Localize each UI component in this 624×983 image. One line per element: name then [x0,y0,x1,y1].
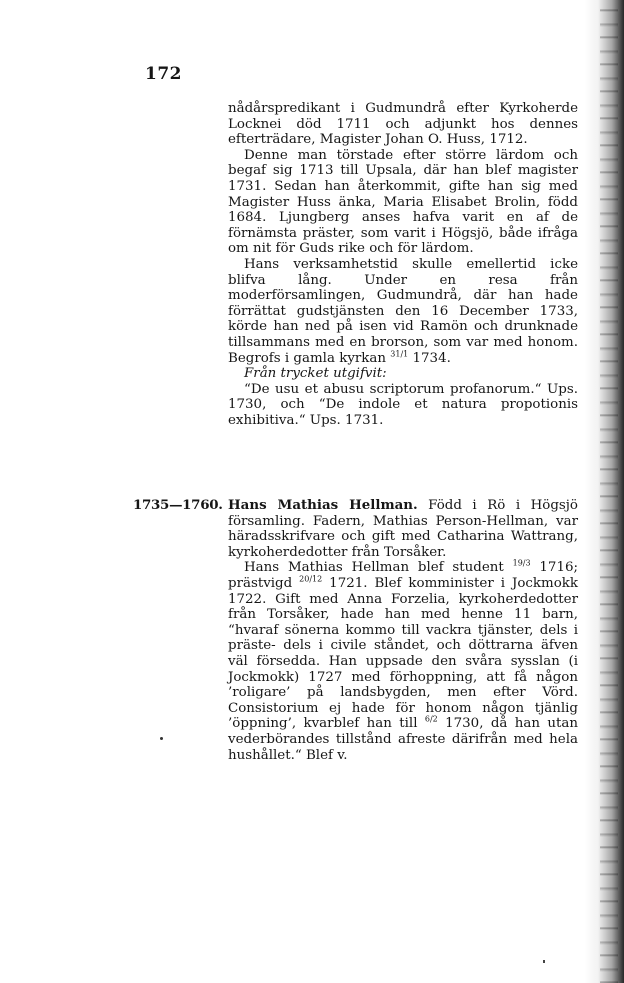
speck-mark [543,960,545,963]
paragraph [228,560,578,763]
paragraph-text: 1716; prästvigd [228,560,578,591]
section-hellman [228,498,578,763]
paragraph-text: 1730, då han utan vederbörandes tillstånd afreste därifrån med hela hushållet.“ Blef v. [228,716,578,763]
paragraph: Denne man törstade efter större lärdom och begaf sig 1713 till Upsala, där han blef magister 1731. Sedan han återkommit, gifte han sig med Magister Huss änka, Maria Elisabet Brolin, född 1684. Ljungberg anses hafva varit en af de förnämsta präster, som varit i Högsjö, både ifråga om nit för Guds rike och för lärdom. [228,147,578,257]
paragraph [228,498,578,560]
page-number: 172 [145,64,182,84]
tenure-years: 1735—1760. [133,497,223,513]
paragraph: nådårspredikant i Gudmundrå efter Kyrkoherde Locknei död 1711 och adjunkt hos dennes efterträdare, Magister Johan O. Huss, 1712. [228,101,578,148]
margin-mark [160,737,163,740]
paragraph-text: Hans Mathias Hellman blef student [244,560,513,576]
date-fraction: 6/2 [424,714,438,724]
page-edge-speckle [600,0,618,983]
date-fraction: 31/1 [390,349,409,359]
works-list: “De usu et abusu scriptorum profanorum.“ Ups. 1730, och “De indole et natura propotionis exhibitiva.“ Ups. 1731. [228,381,578,428]
paragraph-text: 1734. [408,350,451,366]
works-heading: Från trycket utgifvit: [244,366,387,382]
person-name: Hans Mathias Hellman. [228,497,418,513]
date-fraction: 20/12 [299,574,323,584]
paragraph [228,257,578,366]
paragraph-text: Hans verksamhetstid skulle emellertid icke blifva lång. Under en resa från moderförsamlingen, Gudmundrå, där han hade förrättat gudstjänsten den 16 December 1733, körde han ned på isen vid Ramön och drunknade tillsammans med en brorson, som var med honom. Begrofs i gamla kyrkan [228,256,578,366]
section-ljungberg [228,101,578,428]
paragraph-text: 1721. Blef komminister i Jockmokk 1722. Gift med Anna Forzelia, kyrkoherdedotter från Torsåker, hade han med henne 11 barn, “hvaraf sönerna kommo till vackra tjänster, dels i präste- dels i civile ståndet, och döttrarna äfven väl försedda. Han uppsade den svåra sysslan (i Jockmokk) 1727 med förhoppning, att få någon ’roligare’ på landsbygden, men efter Vörd. Consistorium ej hade för honom någon tjänlig ’öppning’, kvarblef han till [228,575,578,732]
paragraph-text: Född i Rö i Högsjö församling. Fadern, Mathias Person-Hellman, var häradsskrifvare och gift med Catharina Wattrang, kyrkoherdedotter från Torsåker. [228,498,578,560]
date-fraction: 19/3 [512,558,531,568]
